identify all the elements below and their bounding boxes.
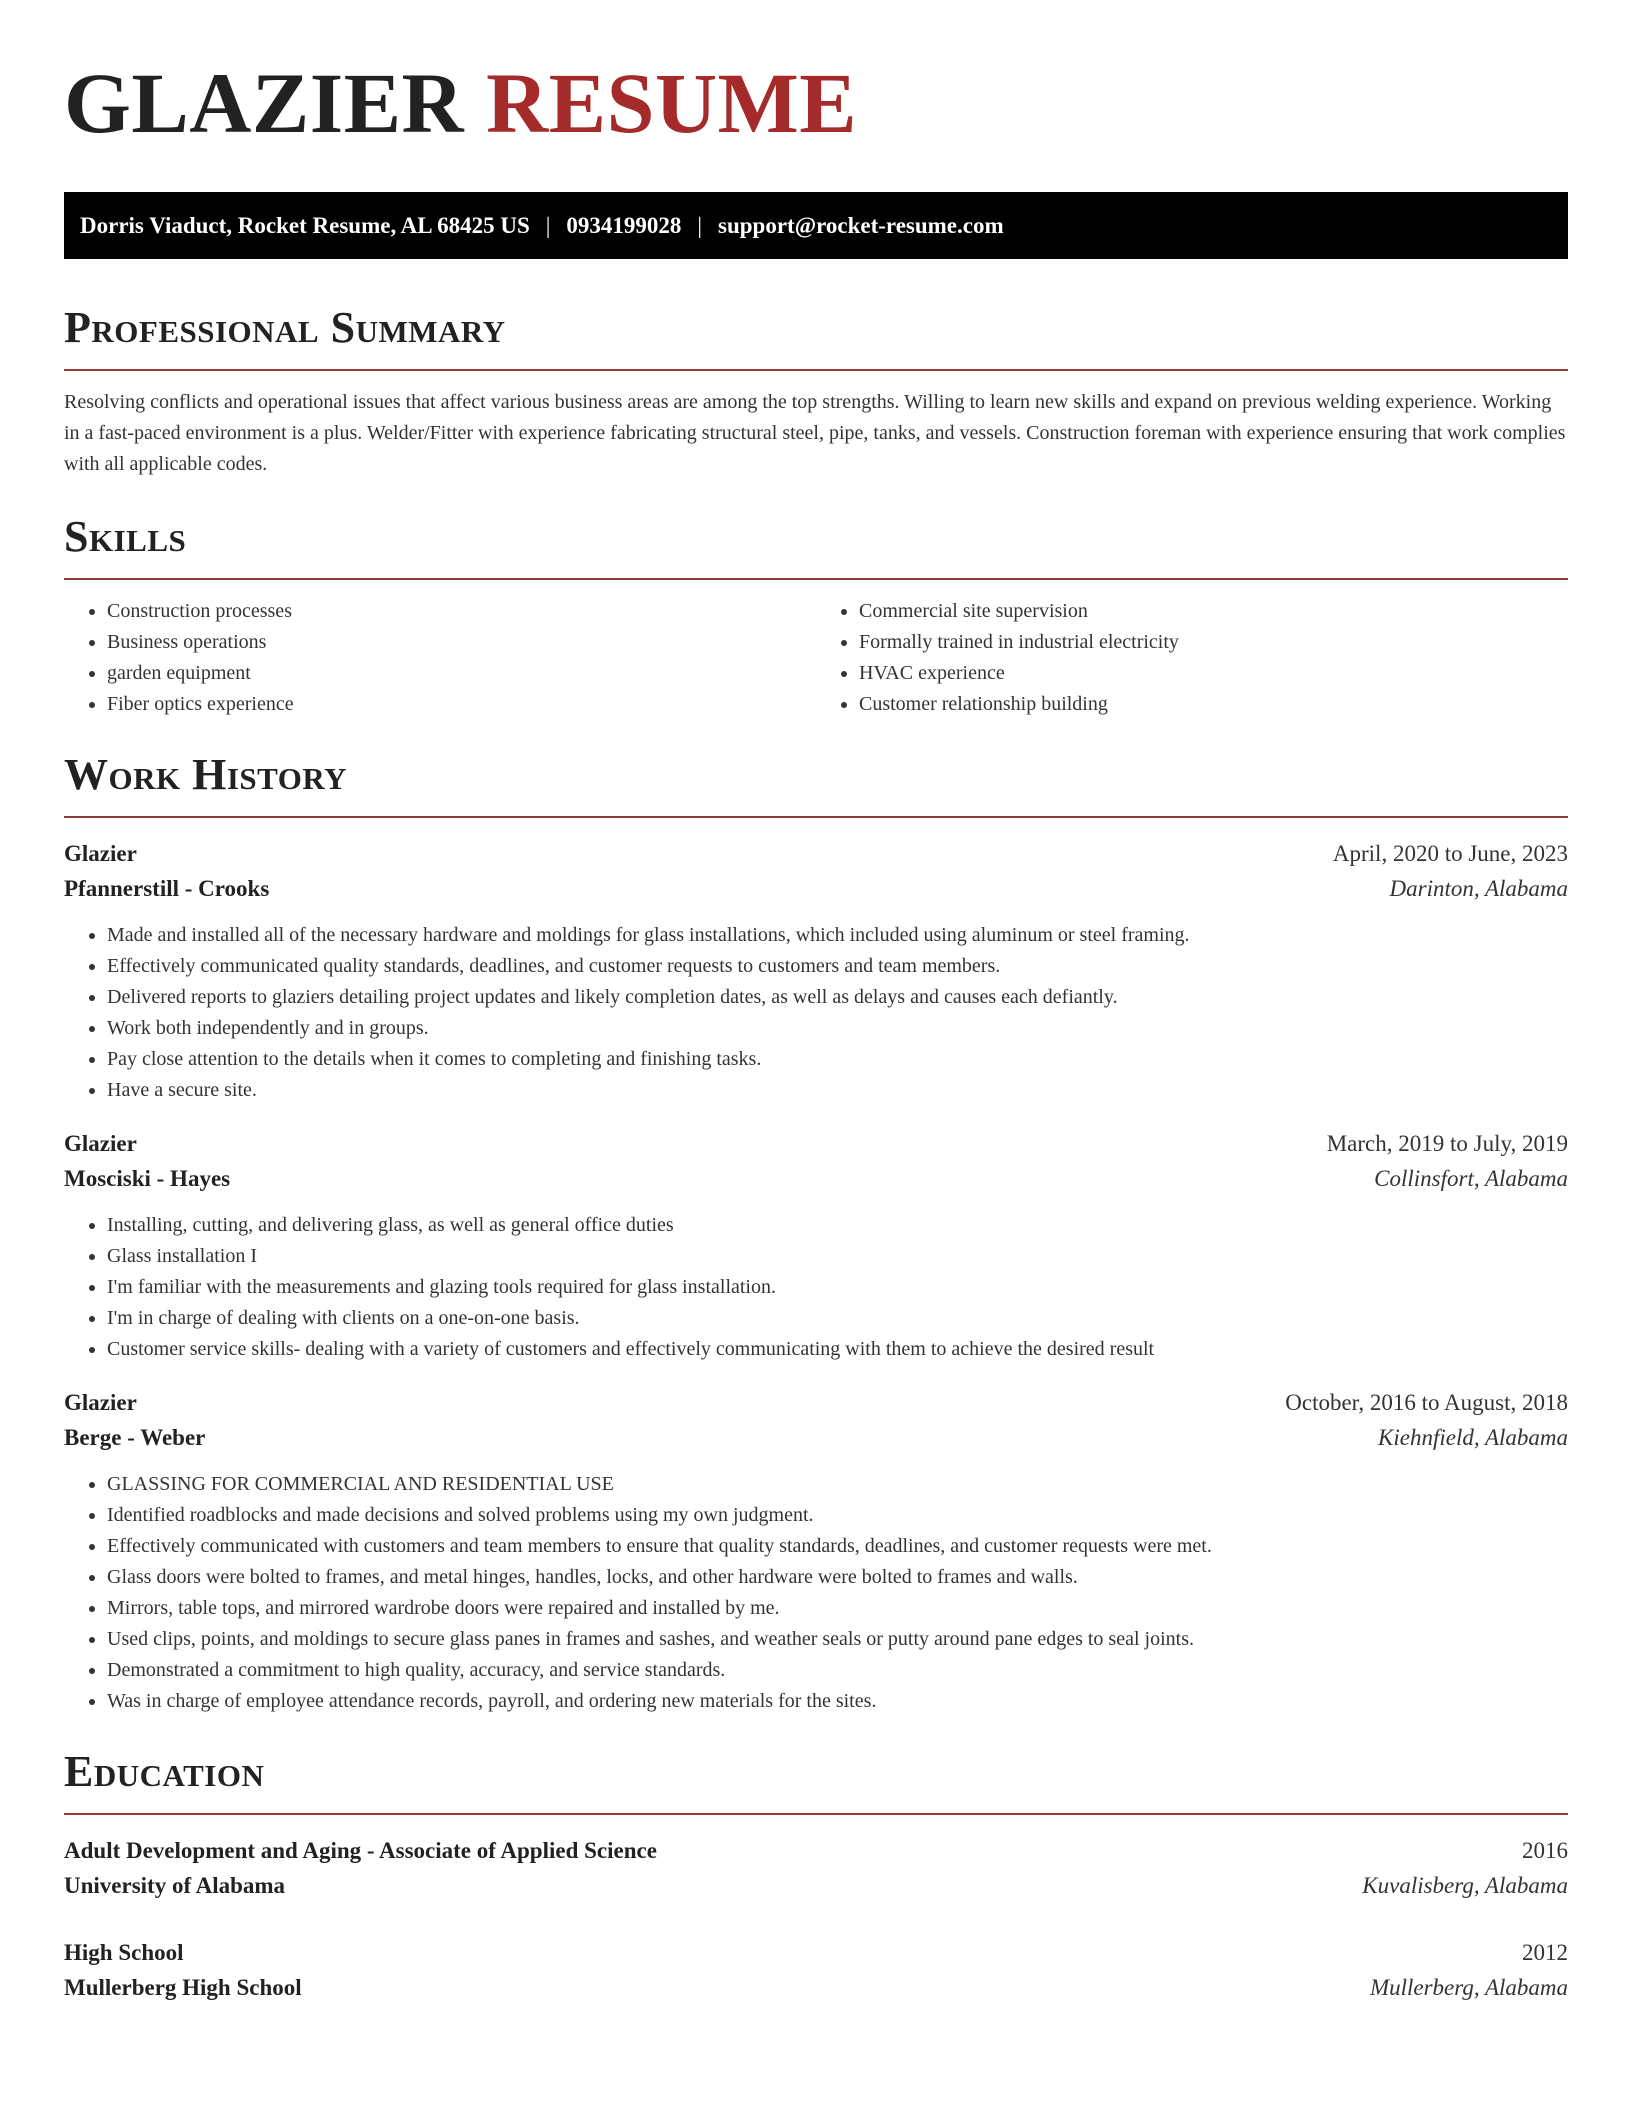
job-bullet: • Delivered reports to glaziers detailing project updates and likely completion dates, as well as delays and causes each defiantly.: [107, 982, 1568, 1013]
job-entry: [64, 1126, 1568, 1365]
skills-list-left: [64, 596, 816, 720]
job-bullet: • Glass installation I: [107, 1241, 1568, 1272]
job-title: Glazier: [64, 841, 137, 866]
education-location: Kuvalisberg, Alabama: [1362, 1873, 1568, 1898]
job-bullet: • Customer service skills- dealing with a variety of customers and effectively communicating with them to achieve the desired result: [107, 1334, 1568, 1365]
skills-list-right: [816, 596, 1568, 720]
skill-item: • HVAC experience: [859, 658, 1568, 689]
skill-item: • Customer relationship building: [859, 689, 1568, 720]
skill-item: • Business operations: [107, 627, 816, 658]
education-location: Mullerberg, Alabama: [1369, 1975, 1568, 2000]
education-school: University of Alabama: [64, 1873, 286, 1898]
education-year: 2016: [1522, 1838, 1568, 1863]
job-bullet: • Glass doors were bolted to frames, and metal hinges, handles, locks, and other hardware were bolted to frames and walls.: [107, 1562, 1568, 1593]
job-bullet: • Installing, cutting, and delivering glass, as well as general office duties: [107, 1210, 1568, 1241]
skill-item: • Formally trained in industrial electricity: [859, 627, 1568, 658]
education-degree: Adult Development and Aging - Associate of Applied Science: [64, 1838, 657, 1863]
job-bullet: • Demonstrated a commitment to high quality, accuracy, and service standards.: [107, 1655, 1568, 1686]
contact-bar: [64, 192, 1568, 259]
work-history-heading: Work History: [64, 750, 348, 799]
job-location: Kiehnfield, Alabama: [1378, 1425, 1568, 1450]
education-entry: [64, 1833, 1568, 1903]
job-company: Pfannerstill - Crooks: [64, 876, 270, 901]
job-bullet: • Mirrors, table tops, and mirrored wardrobe doors were repaired and installed by me.: [107, 1593, 1568, 1624]
job-company: Berge - Weber: [64, 1425, 206, 1450]
job-bullet: • Was in charge of employee attendance records, payroll, and ordering new materials for the sites.: [107, 1686, 1568, 1717]
job-bullets: [64, 1210, 1568, 1365]
job-bullet: • I'm familiar with the measurements and glazing tools required for glass installation.: [107, 1272, 1568, 1303]
job-bullet: • Identified roadblocks and made decisions and solved problems using my own judgment.: [107, 1500, 1568, 1531]
job-bullet: • Made and installed all of the necessary hardware and moldings for glass installations, which included using aluminum or steel framing.: [107, 920, 1568, 951]
contact-separator: |: [545, 212, 551, 238]
summary-heading: Professional Summary: [64, 303, 506, 352]
job-location: Collinsfort, Alabama: [1374, 1166, 1568, 1191]
skill-item: • Fiber optics experience: [107, 689, 816, 720]
education-degree: High School: [64, 1940, 184, 1965]
section-divider: [64, 578, 1568, 580]
education-entry: [64, 1935, 1568, 2005]
skill-item: • Commercial site supervision: [859, 596, 1568, 627]
job-bullet: • Work both independently and in groups.: [107, 1013, 1568, 1044]
job-dates: April, 2020 to June, 2023: [1332, 841, 1568, 866]
job-bullet: • Effectively communicated quality standards, deadlines, and customer requests to customers and team members.: [107, 951, 1568, 982]
job-dates: March, 2019 to July, 2019: [1326, 1131, 1568, 1156]
job-bullet: • I'm in charge of dealing with clients on a one-on-one basis.: [107, 1303, 1568, 1334]
summary-text: Resolving conflicts and operational issues that affect various business areas are among the top strengths. Willing to learn new skills and expand on previous welding experience. Working in a fast-paced environment is a plus. Welder/Fitter with experience fabricating structural steel, pipe, tanks, and vessels. Construction foreman with experience ensuring that work complies with all applicable codes.: [64, 391, 1566, 475]
job-entry: [64, 836, 1568, 1106]
summary-section: [64, 301, 1568, 480]
skill-item: • garden equipment: [107, 658, 816, 689]
education-year: 2012: [1522, 1940, 1568, 1965]
work-history-section: [64, 748, 1568, 1717]
job-bullets: [64, 920, 1568, 1106]
job-company: Mosciski - Hayes: [64, 1166, 231, 1191]
section-divider: [64, 369, 1568, 371]
title-word-accent: RESUME: [486, 55, 858, 151]
contact-email: support@rocket-resume.com: [718, 212, 1004, 238]
job-location: Darinton, Alabama: [1389, 876, 1568, 901]
education-section: [64, 1745, 1568, 2005]
education-school: Mullerberg High School: [64, 1975, 302, 2000]
job-bullet: • Effectively communicated with customers and team members to ensure that quality standards, deadlines, and customer requests were met.: [107, 1531, 1568, 1562]
skills-heading: Skills: [64, 512, 187, 561]
title-word-primary: GLAZIER: [64, 55, 465, 151]
job-bullet: • Pay close attention to the details when it comes to completing and finishing tasks.: [107, 1044, 1568, 1075]
skills-section: [64, 510, 1568, 720]
skill-item: • Construction processes: [107, 596, 816, 627]
job-bullet: • Have a secure site.: [107, 1075, 1568, 1106]
skills-grid: [64, 596, 1568, 720]
job-title: Glazier: [64, 1131, 137, 1156]
job-bullets: [64, 1469, 1568, 1717]
section-divider: [64, 1813, 1568, 1815]
job-entry: [64, 1385, 1568, 1717]
contact-address: Dorris Viaduct, Rocket Resume, AL 68425 US: [80, 212, 530, 238]
contact-separator: |: [697, 212, 702, 238]
job-title: Glazier: [64, 1390, 137, 1415]
job-bullet: • Used clips, points, and moldings to secure glass panes in frames and sashes, and weather seals or putty around pane edges to seal joints.: [107, 1624, 1568, 1655]
job-dates: October, 2016 to August, 2018: [1285, 1390, 1568, 1415]
contact-phone: 0934199028: [566, 212, 682, 238]
job-bullet: • GLASSING FOR COMMERCIAL AND RESIDENTIAL USE: [107, 1469, 1568, 1500]
section-divider: [64, 816, 1568, 818]
education-heading: Education: [64, 1747, 265, 1796]
resume-title: [64, 48, 1568, 158]
